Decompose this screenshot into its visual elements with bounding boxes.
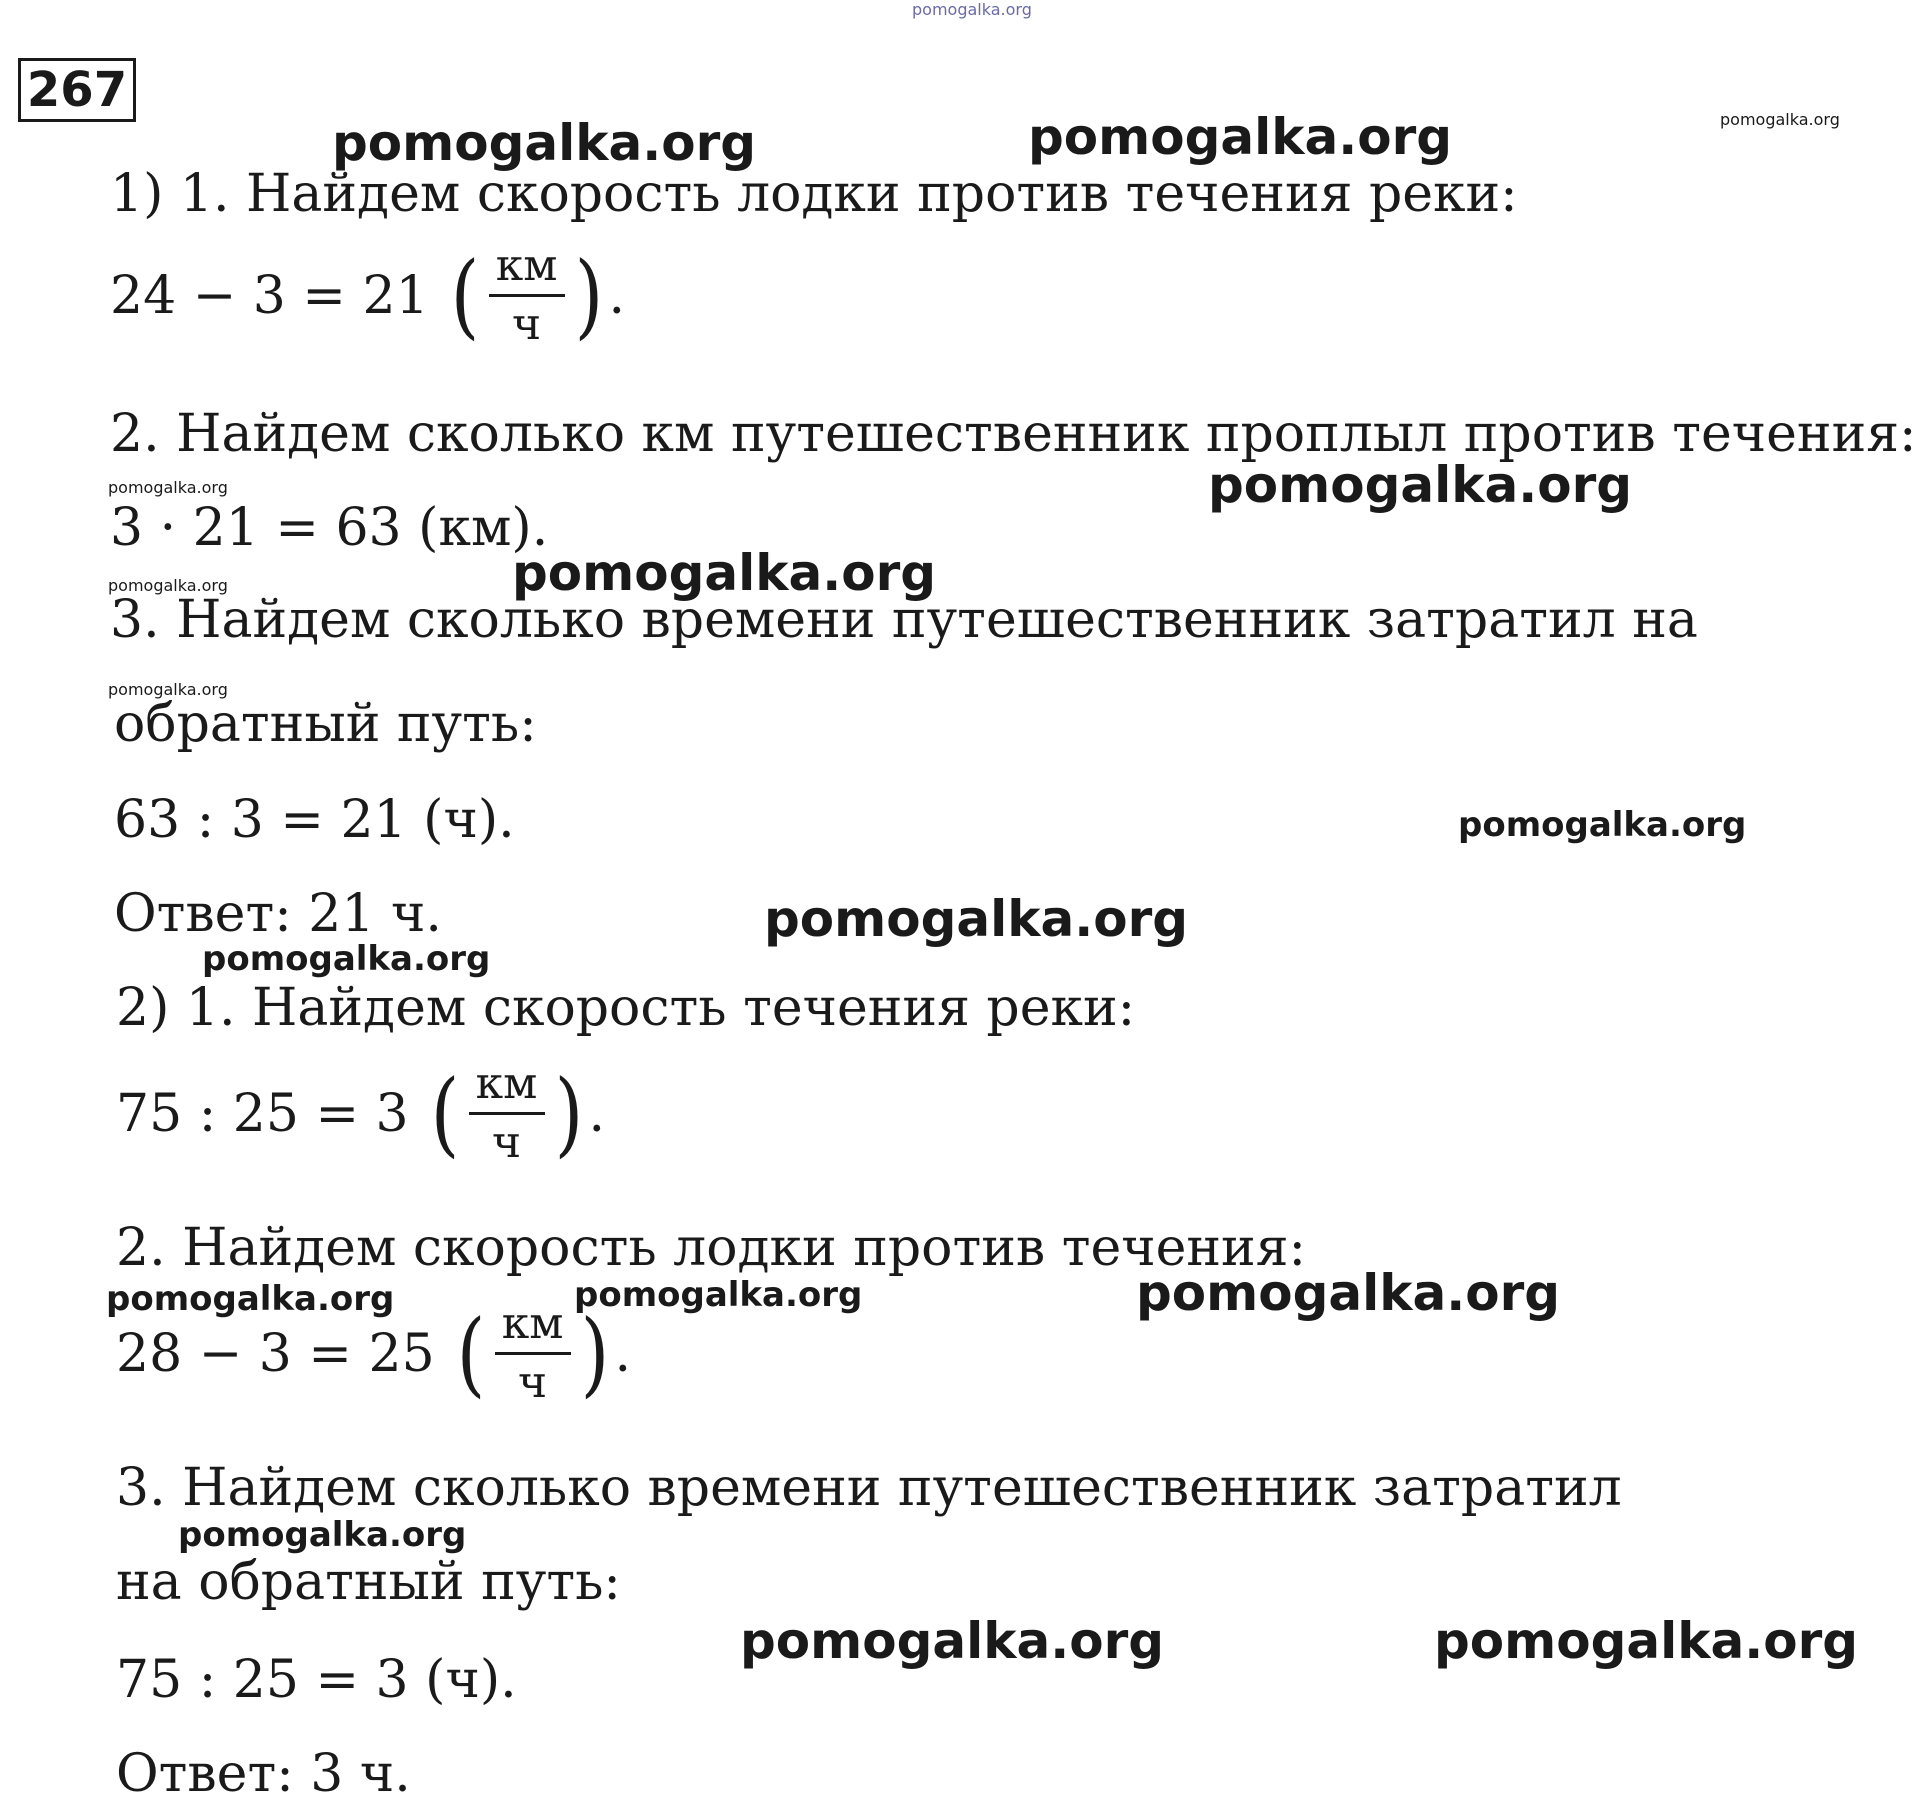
watermark: pomogalka.org — [332, 114, 757, 172]
part2-step2-text: 2. Найдем скорость лодки против течения: — [116, 1218, 1307, 1278]
watermark: pomogalka.org — [1208, 456, 1633, 514]
watermark: pomogalka.org — [512, 544, 937, 602]
part1-step3-text-line2: обратный путь: — [114, 694, 537, 754]
part1-step2-formula: 3 · 21 = 63 (км). — [110, 498, 549, 558]
formula-end: . — [608, 265, 626, 326]
fraction-denominator: ч — [518, 1357, 548, 1409]
part2-step2-formula — [116, 1300, 631, 1408]
watermark: pomogalka.org — [108, 576, 228, 595]
unit-fraction — [495, 1300, 571, 1408]
watermark: pomogalka.org — [178, 1515, 467, 1555]
fraction-bar — [495, 1352, 571, 1355]
watermark: pomogalka.org — [108, 478, 228, 497]
fraction-numerator: км — [475, 1058, 538, 1109]
problem-number: 267 — [18, 58, 136, 122]
right-paren-icon: ) — [554, 1059, 583, 1167]
fraction-numerator: км — [495, 240, 558, 291]
watermark: pomogalka.org — [574, 1275, 863, 1315]
fraction-denominator: ч — [512, 299, 542, 351]
watermark: pomogalka.org — [1028, 108, 1453, 166]
right-paren-icon: ) — [580, 1299, 609, 1407]
fraction-numerator: км — [501, 1298, 564, 1349]
part1-step3-formula: 63 : 3 = 21 (ч). — [114, 790, 515, 850]
part2-answer: Ответ: 3 ч. — [116, 1744, 411, 1804]
formula-expression: 75 : 25 = 3 — [116, 1083, 409, 1144]
part1-step1-formula — [110, 242, 625, 350]
formula-end: . — [614, 1323, 632, 1384]
formula-expression: 28 − 3 = 25 — [116, 1323, 435, 1384]
right-paren-icon: ) — [574, 241, 603, 349]
watermark: pomogalka.org — [1720, 110, 1840, 129]
part2-step1-text: 2) 1. Найдем скорость течения реки: — [116, 978, 1136, 1038]
unit-fraction — [489, 242, 565, 350]
part2-step1-formula — [116, 1060, 605, 1168]
part2-step3-text-line1: 3. Найдем сколько времени путешественник затратил — [116, 1458, 1622, 1518]
part1-step1-text: 1) 1. Найдем скорость лодки против течения реки: — [110, 164, 1518, 224]
watermark: pomogalka.org — [106, 1279, 395, 1319]
part1-answer: Ответ: 21 ч. — [114, 884, 442, 944]
formula-end: . — [588, 1083, 605, 1144]
watermark-top: pomogalka.org — [912, 0, 1032, 19]
watermark: pomogalka.org — [202, 939, 491, 979]
watermark: pomogalka.org — [1458, 805, 1747, 845]
left-paren-icon: ( — [456, 1299, 486, 1407]
left-paren-icon: ( — [450, 241, 480, 349]
fraction-bar — [489, 294, 565, 297]
left-paren-icon: ( — [430, 1059, 459, 1167]
formula-expression: 24 − 3 = 21 — [110, 265, 429, 326]
unit-fraction — [469, 1060, 545, 1168]
fraction-bar — [469, 1112, 545, 1115]
watermark: pomogalka.org — [1136, 1264, 1561, 1322]
part2-step3-text-line2: на обратный путь: — [116, 1552, 621, 1612]
watermark: pomogalka.org — [764, 890, 1189, 948]
part2-step3-formula: 75 : 25 = 3 (ч). — [116, 1650, 517, 1710]
part1-step2-text: 2. Найдем сколько км путешественник проплыл против течения: — [110, 404, 1917, 464]
watermark: pomogalka.org — [1434, 1612, 1859, 1670]
watermark: pomogalka.org — [108, 680, 228, 699]
fraction-denominator: ч — [492, 1117, 522, 1169]
watermark: pomogalka.org — [740, 1612, 1165, 1670]
part1-step3-text-line1: 3. Найдем сколько времени путешественник затратил на — [110, 590, 1698, 650]
